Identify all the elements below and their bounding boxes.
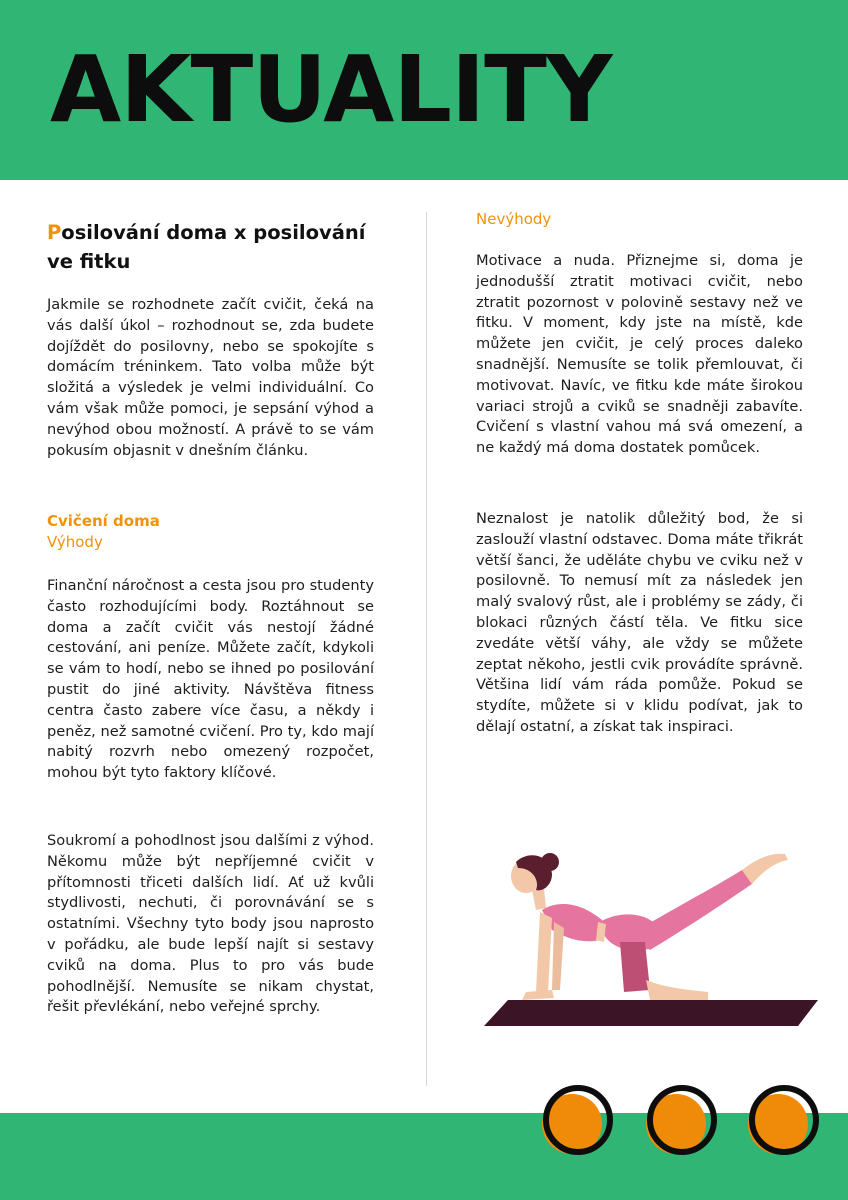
article-title [47, 218, 377, 276]
disadvantages-paragraph-1: Motivace a nuda. Přiznejme si, doma je jednodušší ztratit motivaci cvičit, nebo ztratit pozornost v polovině sestavy než ve fitku. V moment, kdy jste na místě, kde můžete jen cvičit, je celý proces daleko snadnější. Nemusíte se tolik přemlouvat, či motivovat. Navíc, ve fitku kde máte širokou variaci strojů a cviků se snadněji zabavíte. Cvičení s vlastní vahou má svá omezení, a ne každý má doma dostatek pomůcek. [476, 252, 803, 457]
title-text: osilování doma x posilování ve fitku [47, 221, 366, 273]
title-dropcap: P [47, 221, 62, 244]
section-heading-home: Cvičení doma [47, 512, 160, 530]
advantages-paragraph-2: Soukromí a pohodlnost jsou dalšími z výhod. Někomu může být nepříjemné cvičit v přítomnosti třiceti dalších lidí. Ať už kvůli stydlivosti, nechuti, či porovnávání se s ostatními. Všechny tyto body jsou naprosto v pořádku, ale bude lepší najít si sestavy cviků na doma. Plus to pro vás bude pohodlnější. Nemusíte se nikam chystat, řešit převlékání, nebo veřejné sprchy. [47, 832, 374, 1016]
page-title: AKTUALITY [50, 36, 612, 143]
header-banner [0, 0, 848, 180]
disadvantages-paragraph-2: Neznalost je natolik důležitý bod, že si zaslouží vlastní odstavec. Doma máte třikrát větší šanci, že uděláte chybu ve cviku než v posilovně. To nemusí mít za následek jen malý svalový růst, ale i problémy se zády, či blokaci různých částí těla. Ve fitku sice zvedáte větší váhy, ale vždy se můžete zeptat někoho, jestli cvik provádíte správně. Většina lidí vám ráda pomůže. Pokud se stydíte, můžete si v klidu podívat, jak to dělají ostatní, a získat tak inspiraci. [476, 510, 803, 735]
footer-banner [0, 1113, 848, 1200]
column-divider [426, 212, 427, 1086]
subheading-disadvantages: Nevýhody [476, 210, 552, 228]
subheading-advantages: Výhody [47, 533, 103, 551]
woman-yoga-illustration [480, 840, 825, 1030]
intro-paragraph: Jakmile se rozhodnete začít cvičit, čeká na vás další úkol – rozhodnout se, zda budete dojíždět do posilovny, nebo se spokojíte s domácím tréninkem. Tato volba může být složitá a výsledek je velmi individuální. Co vám však může pomoci, je sepsání výhod a nevýhod obou možností. A právě to se vám pokusím objasnit v dnešním článku. [47, 296, 374, 459]
advantages-paragraph-1: Finanční náročnost a cesta jsou pro studenty často rozhodujícími body. Roztáhnout se doma a začít cvičit vás nestojí žádné cestování, ani peníze. Můžete začít, kdykoli se vám to hodí, nebo se ihned po posilování pustit do jiné aktivity. Návštěva fitness centra často zabere více času, a někdy i peněz, než samotné cvičení. Pro ty, kdo mají nabitý rozvrh nebo omezený rozpočet, mohou být tyto faktory klíčové. [47, 577, 374, 782]
